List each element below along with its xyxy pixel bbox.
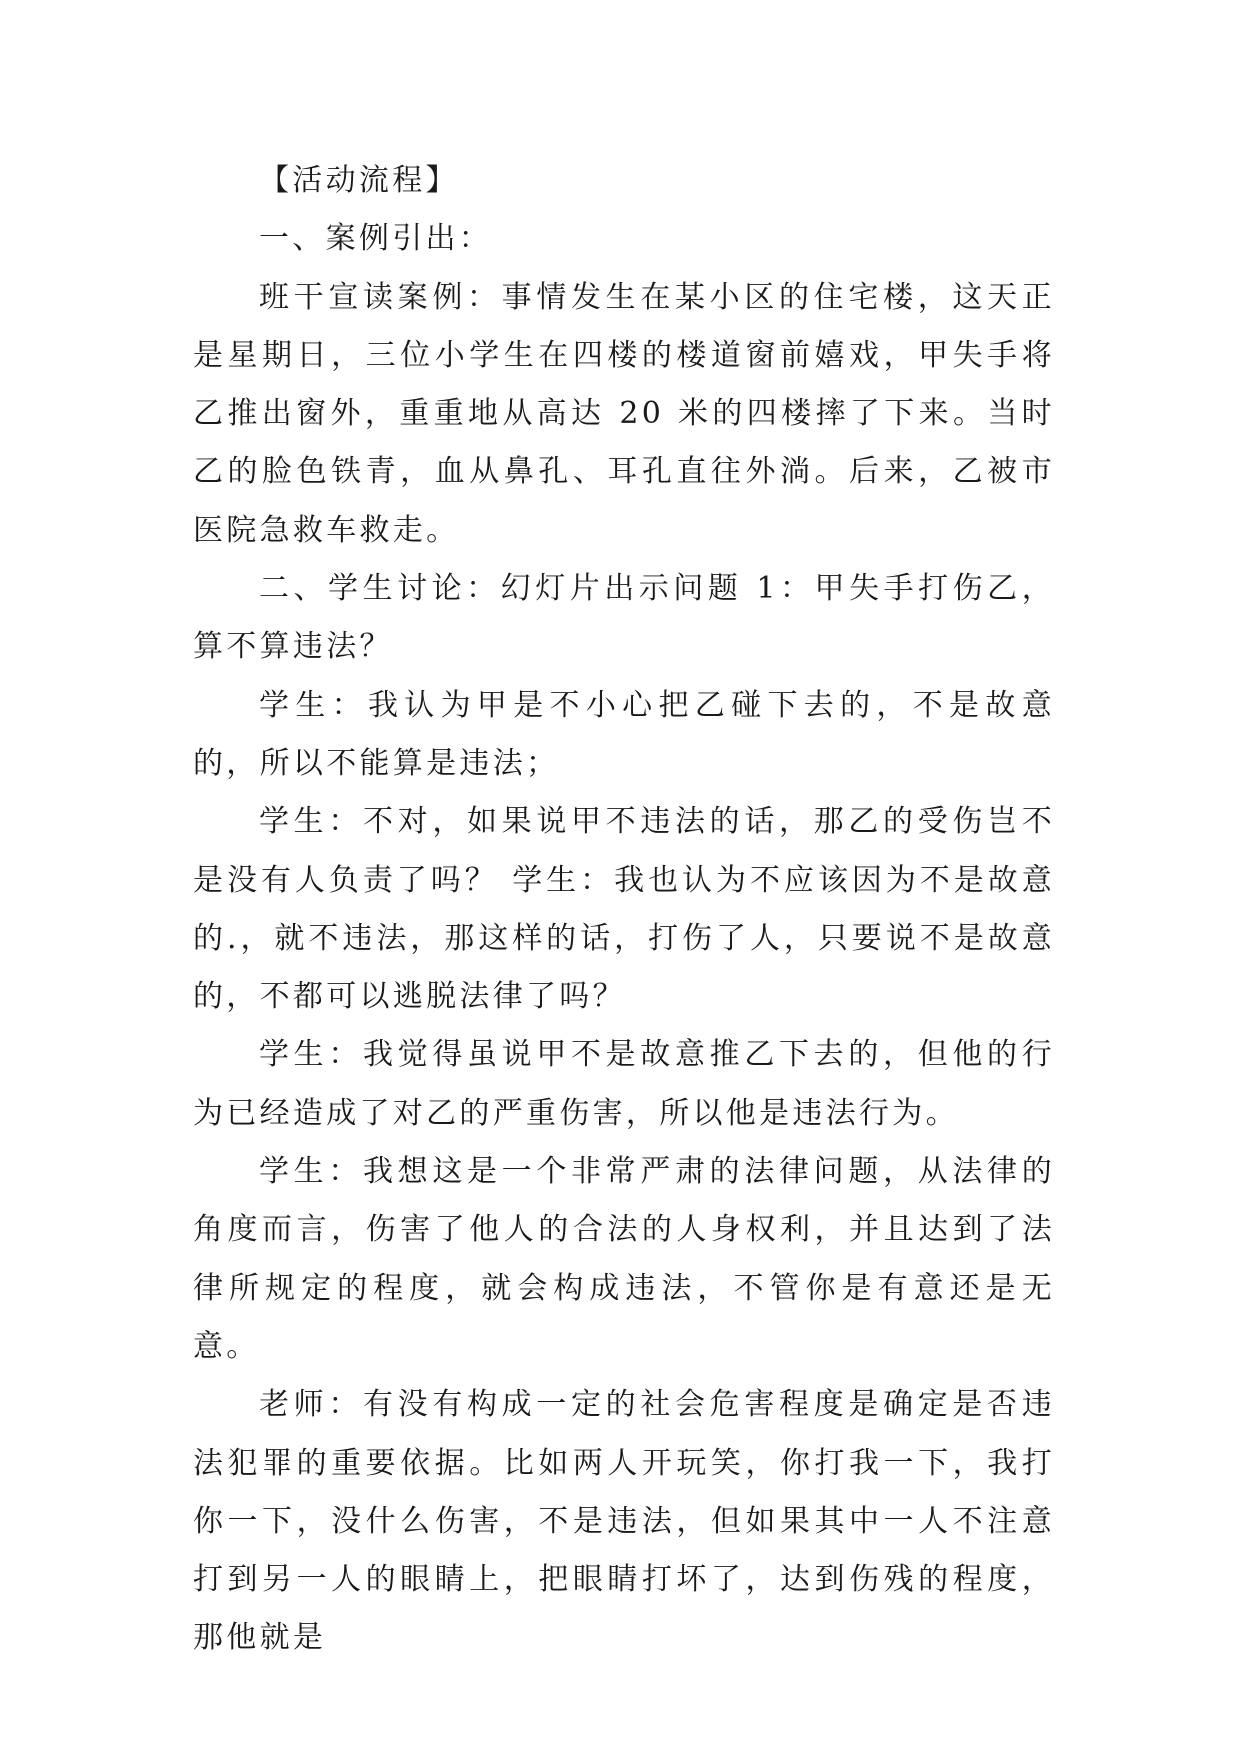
- paragraph-case-intro: 一、案例引出：: [259, 221, 493, 257]
- paragraph-discussion-question: 二、学生讨论：幻灯片出示问题 1：甲失手打伤乙，算不算违法？: [193, 571, 1055, 665]
- paragraph-student-1: 学生：我认为甲是不小心把乙碰下去的，不是故意的，所以不能算是违法；: [193, 687, 1055, 781]
- paragraph-case-reading: 班干宣读案例：事情发生在某小区的住宅楼，这天正是星期日，三位小学生在四楼的楼道窗前嬉戏，甲失手将乙推出窗外，重重地从高达 20 米的四楼摔了下来。当时乙的脸色铁青，血从鼻孔、耳孔直往外淌。后来，乙被市医院急救车救走。: [193, 279, 1055, 548]
- document-page: [193, 152, 1055, 1668]
- paragraph-student-2: 学生：不对，如果说甲不违法的话，那乙的受伤岂不是没有人负责了吗？ 学生：我也认为不应该因为不是故意的.，就不违法，那这样的话，打伤了人，只要说不是故意的，不都可以逃脱法律了吗？: [193, 804, 1055, 1015]
- section-heading: 【活动流程】: [259, 163, 459, 198]
- paragraph-student-3: 学生：我觉得虽说甲不是故意推乙下去的，但他的行为已经造成了对乙的严重伤害，所以他是违法行为。: [193, 1037, 1055, 1131]
- paragraph-teacher: 老师：有没有构成一定的社会危害程度是确定是否违法犯罪的重要依据。比如两人开玩笑，你打我一下，我打你一下，没什么伤害，不是违法，但如果其中一人不注意打到另一人的眼睛上，把眼睛打坏了，达到伤残的程度，那他就是: [193, 1387, 1055, 1656]
- paragraph-student-4: 学生：我想这是一个非常严肃的法律问题，从法律的角度而言，伤害了他人的合法的人身权利，并且达到了法律所规定的程度，就会构成违法，不管你是有意还是无意。: [193, 1154, 1055, 1364]
